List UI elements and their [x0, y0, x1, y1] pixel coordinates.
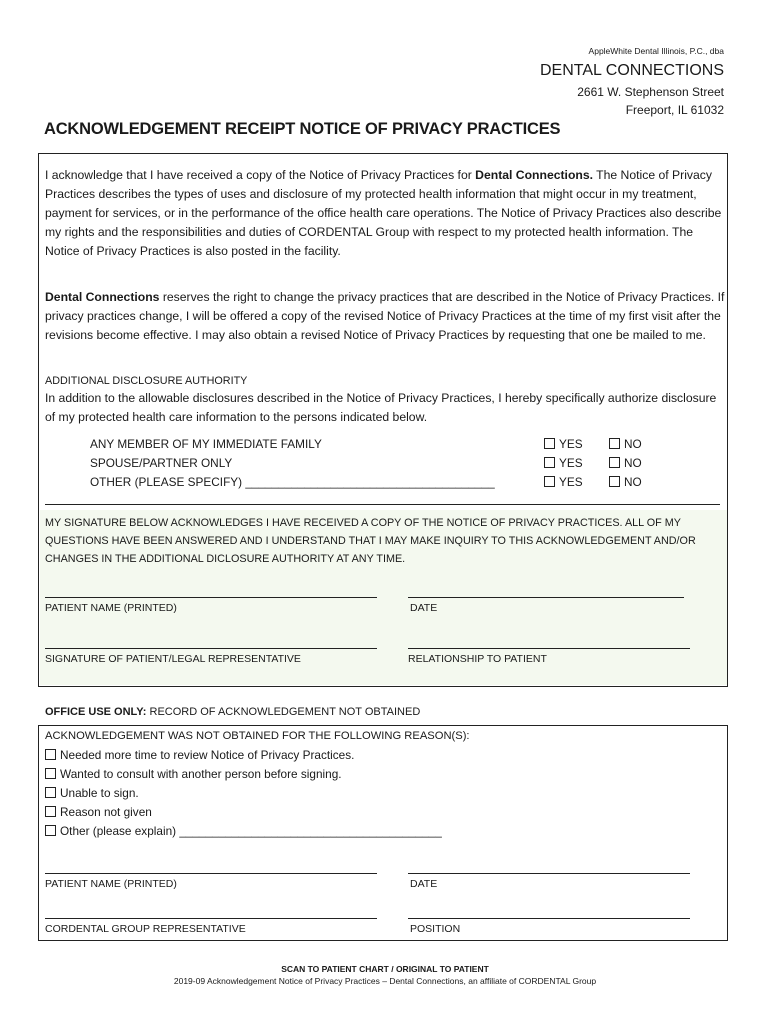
date-label: DATE — [410, 602, 438, 614]
representative-line[interactable] — [45, 918, 377, 919]
position-label: POSITION — [410, 923, 461, 935]
checkbox-icon — [544, 438, 555, 449]
practice-bold: Dental Connections. — [475, 168, 593, 182]
relationship-line[interactable] — [408, 648, 690, 649]
document-title: ACKNOWLEDGEMENT RECEIPT NOTICE OF PRIVACY PRACTICES — [44, 120, 561, 138]
reason-checkbox[interactable]: Reason not given — [45, 805, 152, 819]
disclosure-row-label: OTHER (PLEASE SPECIFY) ______________________________________ — [90, 475, 495, 489]
checkbox-icon — [544, 476, 555, 487]
city-address: Freeport, IL 61032 — [625, 103, 724, 117]
yes-checkbox[interactable]: YES — [544, 437, 583, 451]
practice-bold: Dental Connections — [45, 290, 160, 304]
yes-checkbox[interactable]: YES — [544, 456, 583, 470]
no-checkbox[interactable]: NO — [609, 475, 642, 489]
entity-name: AppleWhite Dental Illinois, P.C., dba — [588, 46, 724, 56]
relationship-label: RELATIONSHIP TO PATIENT — [408, 653, 547, 665]
representative-label: CORDENTAL GROUP REPRESENTATIVE — [45, 923, 246, 935]
patient-name-line[interactable] — [45, 597, 377, 598]
office-patient-name-line[interactable] — [45, 873, 377, 874]
date-line[interactable] — [408, 597, 684, 598]
checkbox-icon — [45, 768, 56, 779]
section-divider — [45, 504, 720, 505]
office-date-label: DATE — [410, 878, 438, 890]
footer-instruction: SCAN TO PATIENT CHART / ORIGINAL TO PATIENT — [281, 964, 489, 974]
reason-checkbox[interactable]: Wanted to consult with another person before signing. — [45, 767, 342, 781]
checkbox-icon — [544, 457, 555, 468]
patient-name-label: PATIENT NAME (PRINTED) — [45, 602, 177, 614]
reason-checkbox[interactable]: Unable to sign. — [45, 786, 139, 800]
street-address: 2661 W. Stephenson Street — [577, 85, 724, 99]
practice-address — [577, 83, 724, 119]
checkbox-icon — [609, 476, 620, 487]
office-date-line[interactable] — [408, 873, 690, 874]
additional-disclosure-text: In addition to the allowable disclosures described in the Notice of Privacy Practices, I hereby specifically authorize disclosure of my protected health care information to the persons indicated below. — [45, 391, 717, 424]
signature-line[interactable] — [45, 648, 377, 649]
checkbox-icon — [609, 438, 620, 449]
acknowledgement-paragraph: I acknowledge that I have received a copy of the Notice of Privacy Practices for Dental Connections. The Notice of Privacy Practices describes the types of uses and disclosure of my protected health information that might occur in my treatment, payment for services, or in the performance of the office health care operations. The Notice of Privacy Practices also describe my rights and the responsibilities and duties of CORDENTAL Group with respect to my protected health information. The Notice of Privacy Practices is also posted in the facility. — [45, 168, 722, 258]
signature-statement: MY SIGNATURE BELOW ACKNOWLEDGES I HAVE RECEIVED A COPY OF THE NOTICE OF PRIVACY PRACTICES. ALL OF MY QUESTIONS HAVE BEEN ANSWERED AND I UNDERSTAND THAT I MAY MAKE INQUIRY TO THIS ACKNOWLEDGEMENT AND/OR CHANGES IN THE ADDITIONAL DICLOSURE AUTHORITY AT ANY TIME. — [45, 517, 696, 565]
no-checkbox[interactable]: NO — [609, 456, 642, 470]
reason-checkbox[interactable]: Other (please explain) ________________________________________ — [45, 824, 442, 838]
additional-disclosure-heading: ADDITIONAL DISCLOSURE AUTHORITY — [45, 375, 248, 387]
checkbox-icon — [45, 825, 56, 836]
office-patient-name-label: PATIENT NAME (PRINTED) — [45, 878, 177, 890]
office-subheading: ACKNOWLEDGEMENT WAS NOT OBTAINED FOR THE FOLLOWING REASON(S): — [45, 730, 470, 742]
practice-name: DENTAL CONNECTIONS — [539, 62, 724, 79]
reason-checkbox[interactable]: Needed more time to review Notice of Privacy Practices. — [45, 748, 354, 762]
checkbox-icon — [45, 806, 56, 817]
rights-paragraph: Dental Connections reserves the right to change the privacy practices that are described in the Notice of Privacy Practices. If privacy practices change, I will be offered a copy of the revised Notice of Privacy Practices at the time of my first visit after the revisions become effective. I may also obtain a revised Notice of Privacy Practices by requesting that one be mailed to me. — [45, 290, 725, 342]
disclosure-row-label: ANY MEMBER OF MY IMMEDIATE FAMILY — [90, 437, 322, 451]
checkbox-icon — [45, 787, 56, 798]
office-use-heading: OFFICE USE ONLY: RECORD OF ACKNOWLEDGEMENT NOT OBTAINED — [45, 706, 421, 718]
yes-checkbox[interactable]: YES — [544, 475, 583, 489]
checkbox-icon — [45, 749, 56, 760]
no-checkbox[interactable]: NO — [609, 437, 642, 451]
disclosure-row-label: SPOUSE/PARTNER ONLY — [90, 456, 233, 470]
position-line[interactable] — [408, 918, 690, 919]
checkbox-icon — [609, 457, 620, 468]
footer-document-id: 2019-09 Acknowledgement Notice of Privacy Practices – Dental Connections, an affiliate of CORDENTAL Group — [173, 976, 597, 986]
signature-label: SIGNATURE OF PATIENT/LEGAL REPRESENTATIVE — [45, 653, 301, 665]
